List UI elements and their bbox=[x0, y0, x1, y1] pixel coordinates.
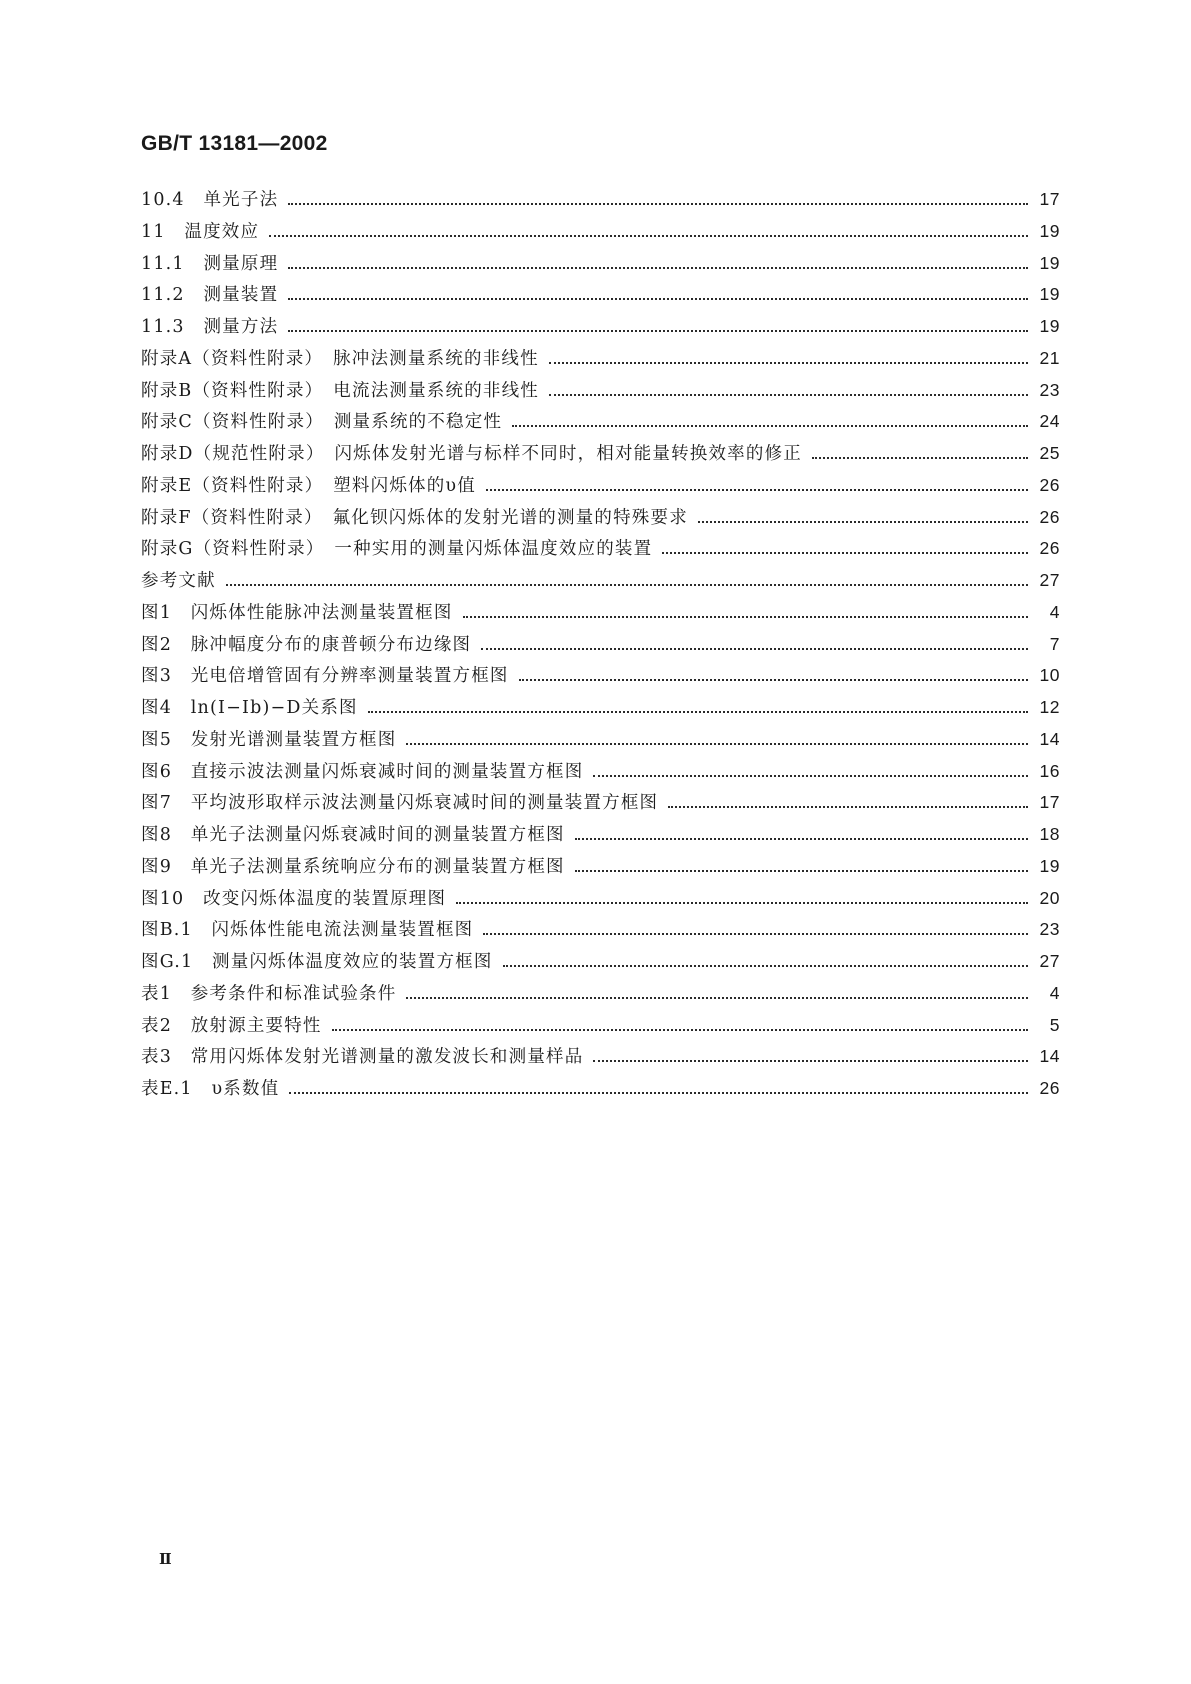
toc-entry[interactable] bbox=[141, 694, 1060, 726]
toc-dot-leader bbox=[549, 394, 1028, 396]
toc-entry[interactable] bbox=[141, 440, 1060, 472]
toc-dot-leader bbox=[593, 775, 1028, 777]
toc-entry[interactable] bbox=[141, 789, 1060, 821]
toc-entry[interactable] bbox=[141, 631, 1060, 663]
toc-entry-label: 11 温度效应 bbox=[141, 218, 269, 243]
toc-dot-leader bbox=[406, 997, 1028, 999]
toc-entry-label: 图1 闪烁体性能脉冲法测量装置框图 bbox=[141, 599, 463, 624]
toc-entry-label: 附录G（资料性附录） 一种实用的测量闪烁体温度效应的装置 bbox=[141, 535, 662, 560]
toc-dot-leader bbox=[486, 489, 1028, 491]
toc-entry[interactable] bbox=[141, 726, 1060, 758]
toc-entry-page: 17 bbox=[1039, 189, 1060, 209]
toc-dot-leader bbox=[812, 457, 1028, 459]
toc-entry-page: 4 bbox=[1049, 601, 1060, 622]
toc-dot-leader bbox=[288, 298, 1028, 300]
toc-entry[interactable] bbox=[141, 504, 1060, 536]
toc-entry-label: 图7 平均波形取样示波法测量闪烁衰减时间的测量装置方框图 bbox=[141, 789, 668, 814]
toc-dot-leader bbox=[332, 1029, 1028, 1031]
toc-entry-page: 14 bbox=[1039, 728, 1060, 749]
toc-entry[interactable] bbox=[141, 377, 1060, 409]
toc-entry-page: 19 bbox=[1039, 284, 1060, 305]
toc-entry-page: 4 bbox=[1049, 982, 1060, 1003]
toc-entry[interactable] bbox=[141, 821, 1060, 853]
toc-entry-page: 23 bbox=[1039, 919, 1060, 940]
toc-dot-leader bbox=[269, 235, 1028, 237]
toc-entry[interactable] bbox=[141, 218, 1060, 250]
toc-entry-label: 11.1 测量原理 bbox=[141, 250, 288, 275]
toc-entry[interactable] bbox=[141, 662, 1060, 694]
toc-entry-page: 12 bbox=[1039, 697, 1060, 717]
toc-entry[interactable] bbox=[141, 948, 1060, 980]
toc-dot-leader bbox=[288, 330, 1028, 332]
toc-entry[interactable] bbox=[141, 853, 1060, 885]
toc-entry-page: 21 bbox=[1039, 347, 1060, 368]
toc-entry-label: 表2 放射源主要特性 bbox=[141, 1012, 332, 1037]
toc-entry-page: 16 bbox=[1039, 760, 1060, 781]
toc-dot-leader bbox=[226, 584, 1028, 586]
toc-entry[interactable] bbox=[141, 313, 1060, 345]
toc-entry-label: 图6 直接示波法测量闪烁衰减时间的测量装置方框图 bbox=[141, 758, 593, 783]
toc-dot-leader bbox=[456, 902, 1028, 904]
toc-entry-label: 参考文献 bbox=[141, 567, 226, 592]
toc-entry-label: 附录E（资料性附录） 塑料闪烁体的υ值 bbox=[141, 472, 486, 497]
toc-dot-leader bbox=[289, 1092, 1028, 1094]
toc-entry[interactable] bbox=[141, 567, 1060, 599]
toc-entry[interactable] bbox=[141, 535, 1060, 567]
toc-entry-page: 26 bbox=[1039, 538, 1060, 559]
toc-entry[interactable] bbox=[141, 599, 1060, 631]
toc-entry-label: 图2 脉冲幅度分布的康普顿分布边缘图 bbox=[141, 631, 481, 656]
toc-dot-leader bbox=[288, 203, 1028, 205]
toc-dot-leader bbox=[503, 965, 1028, 967]
toc-entry[interactable] bbox=[141, 980, 1060, 1012]
toc-entry-page: 26 bbox=[1039, 1078, 1060, 1098]
toc-entry[interactable] bbox=[141, 1012, 1060, 1044]
toc-entry-page: 14 bbox=[1039, 1046, 1060, 1067]
toc-entry-page: 26 bbox=[1039, 474, 1060, 495]
toc-entry-label: 图5 发射光谱测量装置方框图 bbox=[141, 726, 406, 751]
toc-entry-label: 图G.1 测量闪烁体温度效应的装置方框图 bbox=[141, 948, 503, 973]
toc-entry[interactable] bbox=[141, 250, 1060, 282]
toc-dot-leader bbox=[512, 425, 1028, 427]
toc-entry-page: 25 bbox=[1039, 443, 1060, 463]
toc-dot-leader bbox=[698, 521, 1028, 523]
toc-entry-label: 表3 常用闪烁体发射光谱测量的激发波长和测量样品 bbox=[141, 1043, 593, 1068]
toc-dot-leader bbox=[483, 933, 1028, 935]
toc-entry[interactable] bbox=[141, 408, 1060, 440]
toc-entry-page: 23 bbox=[1039, 379, 1060, 400]
toc-entry-page: 19 bbox=[1039, 855, 1060, 876]
toc-entry[interactable] bbox=[141, 1075, 1060, 1107]
toc-entry-page: 7 bbox=[1049, 633, 1060, 654]
toc-entry-label: 附录F（资料性附录） 氟化钡闪烁体的发射光谱的测量的特殊要求 bbox=[141, 504, 698, 529]
toc-dot-leader bbox=[519, 679, 1028, 681]
toc-entry-label: 附录D（规范性附录） 闪烁体发射光谱与标样不同时，相对能量转换效率的修正 bbox=[141, 440, 812, 465]
toc-entry[interactable] bbox=[141, 472, 1060, 504]
toc-entry[interactable] bbox=[141, 885, 1060, 917]
toc-entry[interactable] bbox=[141, 186, 1060, 218]
toc-entry-label: 图3 光电倍增管固有分辨率测量装置方框图 bbox=[141, 662, 519, 687]
toc-entry-label: 图8 单光子法测量闪烁衰减时间的测量装置方框图 bbox=[141, 821, 575, 846]
toc-entry-page: 20 bbox=[1039, 887, 1060, 908]
toc-entry-label: 10.4 单光子法 bbox=[141, 186, 288, 211]
toc-dot-leader bbox=[463, 616, 1028, 618]
toc-entry-page: 19 bbox=[1039, 220, 1060, 241]
toc-entry-label: 附录C（资料性附录） 测量系统的不稳定性 bbox=[141, 408, 512, 433]
toc-entry-page: 26 bbox=[1039, 506, 1060, 527]
toc-entry-page: 18 bbox=[1039, 824, 1060, 844]
toc-entry-label: 11.2 测量装置 bbox=[141, 281, 288, 306]
toc-entry-label: 图4 ln(I−Ib)−D关系图 bbox=[141, 694, 368, 719]
table-of-contents bbox=[141, 186, 1060, 1107]
toc-entry[interactable] bbox=[141, 758, 1060, 790]
toc-entry-page: 17 bbox=[1039, 792, 1060, 813]
toc-dot-leader bbox=[288, 267, 1028, 269]
toc-entry-page: 19 bbox=[1039, 252, 1060, 273]
toc-entry-page: 24 bbox=[1039, 411, 1060, 432]
toc-dot-leader bbox=[575, 838, 1028, 840]
toc-dot-leader bbox=[406, 743, 1028, 745]
toc-entry-label: 表1 参考条件和标准试验条件 bbox=[141, 980, 406, 1005]
toc-entry-page: 19 bbox=[1039, 316, 1060, 336]
toc-entry[interactable] bbox=[141, 1043, 1060, 1075]
toc-dot-leader bbox=[368, 711, 1028, 713]
toc-dot-leader bbox=[549, 362, 1028, 364]
standard-code: GB/T 13181—2002 bbox=[141, 132, 328, 155]
toc-entry[interactable] bbox=[141, 281, 1060, 313]
toc-dot-leader bbox=[668, 806, 1028, 808]
toc-entry-label: 附录B（资料性附录） 电流法测量系统的非线性 bbox=[141, 377, 549, 402]
toc-dot-leader bbox=[593, 1060, 1028, 1062]
toc-entry-page: 27 bbox=[1039, 951, 1060, 971]
toc-entry-label: 图B.1 闪烁体性能电流法测量装置框图 bbox=[141, 916, 483, 941]
toc-entry-label: 图10 改变闪烁体温度的装置原理图 bbox=[141, 885, 456, 910]
toc-entry-label: 附录A（资料性附录） 脉冲法测量系统的非线性 bbox=[141, 345, 549, 370]
page-number: Ⅱ bbox=[159, 1550, 172, 1568]
toc-dot-leader bbox=[481, 648, 1028, 650]
toc-dot-leader bbox=[662, 552, 1028, 554]
toc-entry[interactable] bbox=[141, 345, 1060, 377]
toc-entry-label: 11.3 测量方法 bbox=[141, 313, 288, 338]
toc-entry-page: 10 bbox=[1039, 665, 1060, 686]
toc-entry-page: 27 bbox=[1039, 570, 1060, 590]
toc-entry-label: 图9 单光子法测量系统响应分布的测量装置方框图 bbox=[141, 853, 575, 878]
toc-entry-label: 表E.1 υ系数值 bbox=[141, 1075, 289, 1100]
toc-entry[interactable] bbox=[141, 916, 1060, 948]
toc-dot-leader bbox=[575, 870, 1028, 872]
toc-entry-page: 5 bbox=[1049, 1014, 1060, 1035]
